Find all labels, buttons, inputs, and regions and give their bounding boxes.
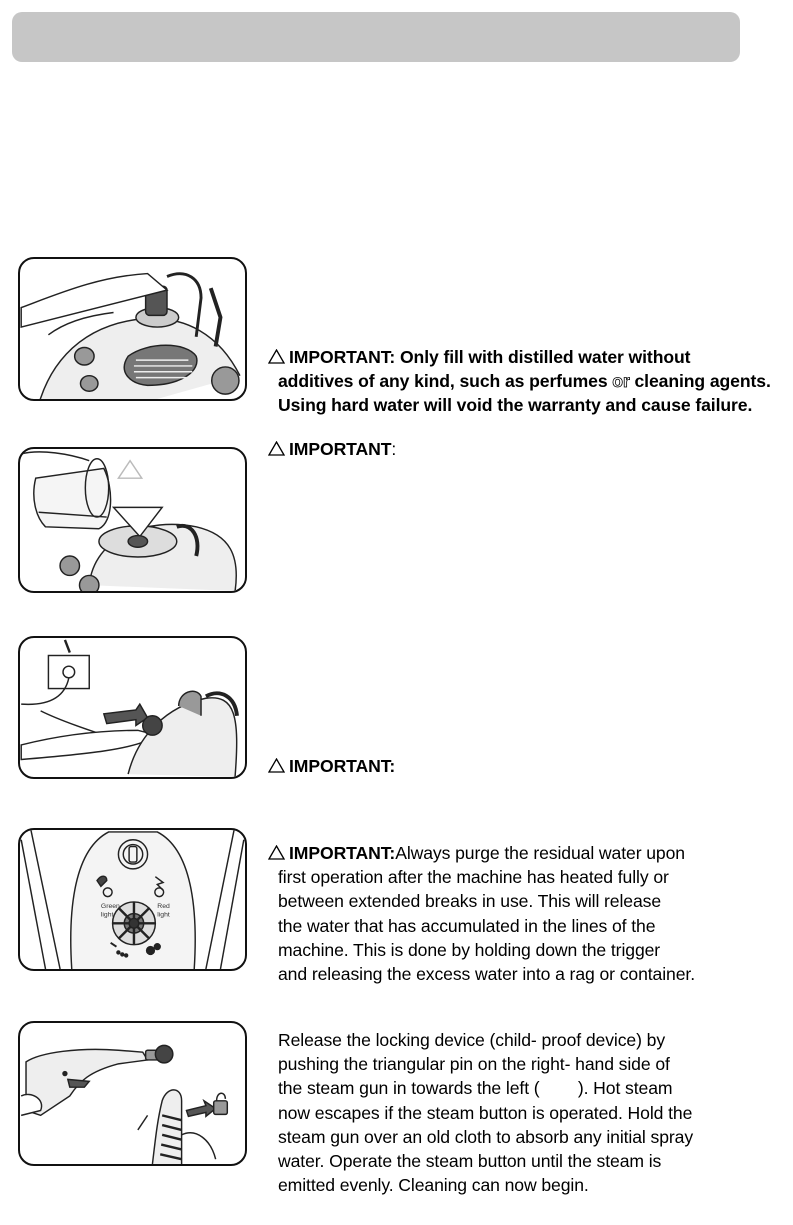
purge-notice-line-6: and releasing the excess water into a rag or container. — [278, 964, 695, 985]
release-line-1: Release the locking device (child- proof device) by — [278, 1030, 666, 1050]
release-line-5: steam gun over an old cloth to absorb any initial spray — [278, 1126, 694, 1147]
purge-notice-label: IMPORTANT: — [289, 843, 396, 863]
purge-notice-line-3: between extended breaks in use. This will release — [278, 891, 662, 912]
figure-pour-water — [18, 447, 247, 593]
figure-plug-in — [18, 636, 247, 779]
red-light-label: light — [157, 911, 170, 919]
water-notice-text-2a: additives of any kind, such as perfumes — [278, 371, 613, 392]
water-notice-or: or — [612, 371, 630, 392]
water-notice-line-1 — [268, 345, 771, 369]
figure-open-cap — [18, 257, 247, 401]
figure-steam-gun-lock — [18, 1021, 247, 1166]
water-notice-line-3: Using hard water will void the warranty and cause failure. — [278, 395, 753, 416]
red-label: Red — [157, 902, 170, 910]
warning-triangle-icon — [268, 349, 285, 364]
warning-triangle-icon — [268, 845, 285, 860]
warning-triangle-icon — [268, 441, 285, 456]
purge-notice-line-4: the water that has accumulated in the lines of the — [278, 915, 656, 936]
release-line-7: emitted evenly. Cleaning can now begin. — [278, 1175, 589, 1196]
power-notice — [268, 754, 395, 778]
water-notice-sep: : — [389, 347, 396, 367]
warning-triangle-icon — [268, 758, 285, 773]
purge-notice — [268, 841, 695, 986]
fill-notice-sep: : — [391, 439, 397, 459]
purge-notice-line-1 — [268, 841, 695, 865]
header-bar — [12, 12, 740, 62]
fill-notice-label: IMPORTANT — [289, 439, 392, 459]
green-label: Green — [100, 902, 120, 910]
figure-control-panel — [18, 828, 247, 971]
release-line-2: pushing the triangular pin on the right- hand side of — [278, 1054, 670, 1075]
purge-notice-text-1: Always purge the residual water upon — [395, 843, 685, 863]
water-notice-label: IMPORTANT — [289, 347, 390, 367]
fill-notice — [268, 437, 396, 461]
green-light-label: light — [100, 911, 114, 919]
water-notice-line-2 — [268, 369, 771, 393]
release-line-6: water. Operate the steam button until the steam is — [278, 1151, 662, 1172]
purge-notice-line-2: first operation after the machine has heated fully or — [278, 867, 669, 888]
water-notice — [268, 345, 771, 418]
release-line-4: now escapes if the steam button is operated. Hold the — [278, 1102, 693, 1123]
power-notice-label: IMPORTANT: — [289, 756, 396, 776]
release-paragraph — [278, 1028, 693, 1197]
purge-notice-line-5: machine. This is done by holding down the trigger — [278, 939, 661, 960]
release-line-3: the steam gun in towards the left ( ). Hot steam — [278, 1078, 673, 1099]
water-notice-text-1: Only fill with distilled water without — [395, 347, 691, 367]
water-notice-text-2b: cleaning agents. — [629, 371, 771, 392]
